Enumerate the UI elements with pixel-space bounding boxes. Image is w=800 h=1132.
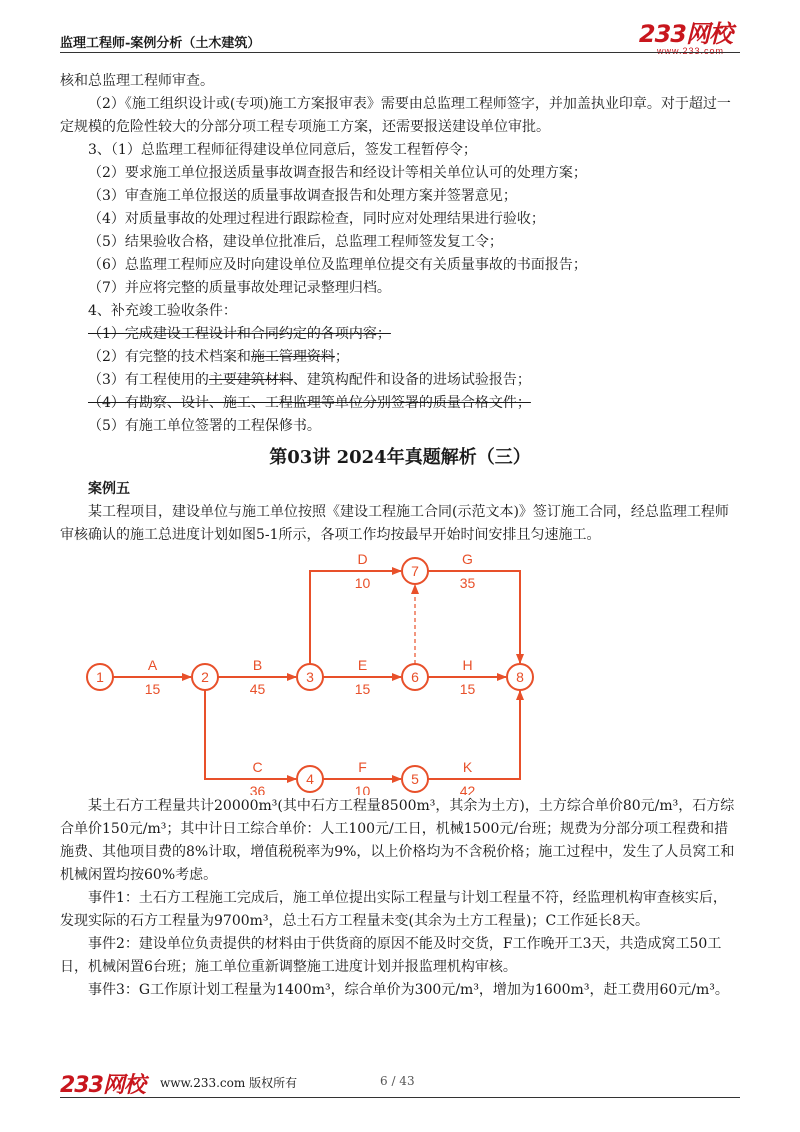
text-run: （3）有工程使用的 xyxy=(88,372,209,388)
activity-duration-e: 15 xyxy=(354,681,371,697)
activity-duration-f: 10 xyxy=(354,783,371,795)
paragraph: 3、（1）总监理工程师征得建设单位同意后，签发工程暂停令； xyxy=(88,142,477,158)
activity-arrow-k xyxy=(428,691,520,779)
logo-url: www.233.com xyxy=(656,46,724,56)
paragraph: 某工程项目，建设单位与施工单位按照《建设工程施工合同(示范文本)》签订施工合同，经总监理工程师审核确认的施工总进度计划如图5-1所示，各项工作均按最早开始时间安排且匀速施工。 xyxy=(60,504,729,543)
footer-divider xyxy=(60,1097,740,1098)
network-svg xyxy=(60,553,740,795)
case-title: 案例五 xyxy=(88,481,130,497)
activity-label-g: G xyxy=(462,553,473,567)
page-number: 6 / 43 xyxy=(380,1074,415,1088)
logo-text: 233网校 xyxy=(638,20,732,48)
footer-logo: 233网校 xyxy=(60,1073,145,1098)
paragraph: 事件3：G工作原计划工程量为1400m³，综合单价为300元/m³，增加为1600m³，赶工费用60元/m³。 xyxy=(88,982,729,998)
activity-label-k: K xyxy=(462,759,473,775)
paragraph: （6）总监理工程师应及时向建设单位及监理单位提交有关质量事故的书面报告； xyxy=(88,257,587,273)
struck-paragraph: （4）有勘察、设计、施工、工程监理等单位分别签署的质量合格文件； xyxy=(88,395,531,411)
footer-copyright: www.233.com 版权所有 xyxy=(160,1076,298,1090)
activity-duration-c: 36 xyxy=(249,783,266,795)
node-number-1: 1 xyxy=(96,669,104,685)
paragraph: 事件1：土石方工程施工完成后，施工单位提出实际工程量与计划工程量不符，经监理机构审查核实后，发现实际的石方工程量为9700m³，总土石方工程量未变(其余为土方工程量)；C工作延长8天。 xyxy=(60,890,727,929)
paragraph: （2）《施工组织设计或(专项)施工方案报审表》需要由总监理工程师签字，并加盖执业印章。对于超过一定规模的危险性较大的分部分项工程专项施工方案，还需要报送建设单位审批。 xyxy=(60,96,731,135)
node-number-2: 2 xyxy=(201,669,209,685)
node-number-8: 8 xyxy=(516,669,524,685)
struck-text: 施工管理资料 xyxy=(250,349,335,365)
struck-text: 主要建筑材料 xyxy=(208,372,293,388)
activity-label-d: D xyxy=(357,553,368,567)
header-title: 监理工程师-案例分析（土木建筑） xyxy=(60,36,261,51)
header-divider xyxy=(60,52,740,53)
struck-paragraph: （1）完成建设工程设计和合同约定的各项内容； xyxy=(88,326,391,342)
paragraph: 4、补充竣工验收条件： xyxy=(88,303,237,319)
activity-duration-a: 15 xyxy=(144,681,161,697)
node-number-3: 3 xyxy=(306,669,314,685)
paragraph: （2）要求施工单位报送质量事故调查报告和经设计等相关单位认可的处理方案； xyxy=(88,165,587,181)
node-number-4: 4 xyxy=(306,771,314,787)
paragraph: 核和总监理工程师审查。 xyxy=(60,73,214,89)
text-run: （2）有完整的技术档案和 xyxy=(88,349,251,365)
activity-label-e: E xyxy=(357,657,368,673)
document-body xyxy=(60,70,740,1002)
paragraph: （4）对质量事故的处理过程进行跟踪检查，同时应对处理结果进行验收； xyxy=(88,211,545,227)
activity-label-f: F xyxy=(358,759,367,775)
node-number-7: 7 xyxy=(411,563,419,579)
paragraph: （5）结果验收合格，建设单位批准后，总监理工程师签发复工令； xyxy=(88,234,503,250)
paragraph: 某土石方工程量共计20000m³(其中石方工程量8500m³，其余为土方)，土方综合单价80元/m³，石方综合单价150元/m³；其中计日工综合单价：人工100元/工日，机械1500元/台班；规费为分部分项工程费和措施费、其他项目费的8%计取，增值税税率为9%，以上价格均为不含税价格；施工过程中，发生了人员窝工和机械闲置均按60%考虑。 xyxy=(60,798,735,883)
paragraph: （5）有施工单位签署的工程保修书。 xyxy=(88,418,321,434)
activity-label-c: C xyxy=(252,759,263,775)
paragraph: 事件2：建设单位负责提供的材料由于供货商的原因不能及时交货，F工作晚开工3天，共造成窝工50工日，机械闲置6台班；施工单位重新调整施工进度计划并报监理机构审核。 xyxy=(60,936,722,975)
node-number-6: 6 xyxy=(411,669,419,685)
activity-label-b: B xyxy=(252,657,263,673)
activity-duration-k: 42 xyxy=(459,783,476,795)
activity-duration-h: 15 xyxy=(459,681,476,697)
text-run: ； xyxy=(334,349,349,365)
paragraph xyxy=(60,346,740,369)
paragraph xyxy=(60,369,740,392)
activity-duration-d: 10 xyxy=(354,575,371,591)
activity-duration-b: 45 xyxy=(249,681,266,697)
node-number-5: 5 xyxy=(411,771,419,787)
paragraph: （3）审查施工单位报送的质量事故调查报告和处理方案并签署意见； xyxy=(88,188,517,204)
network-diagram xyxy=(60,553,740,795)
brand-logo xyxy=(639,22,732,56)
text-run: 、建筑构配件和设备的进场试验报告； xyxy=(292,372,531,388)
activity-label-a: A xyxy=(147,657,158,673)
activity-arrow-c xyxy=(205,690,296,779)
section-title: 第03讲 2024年真题解析（三） xyxy=(269,447,531,468)
activity-label-h: H xyxy=(462,657,473,673)
paragraph: （7）并应将完整的质量事故处理记录整理归档。 xyxy=(88,280,391,296)
activity-duration-g: 35 xyxy=(459,575,476,591)
